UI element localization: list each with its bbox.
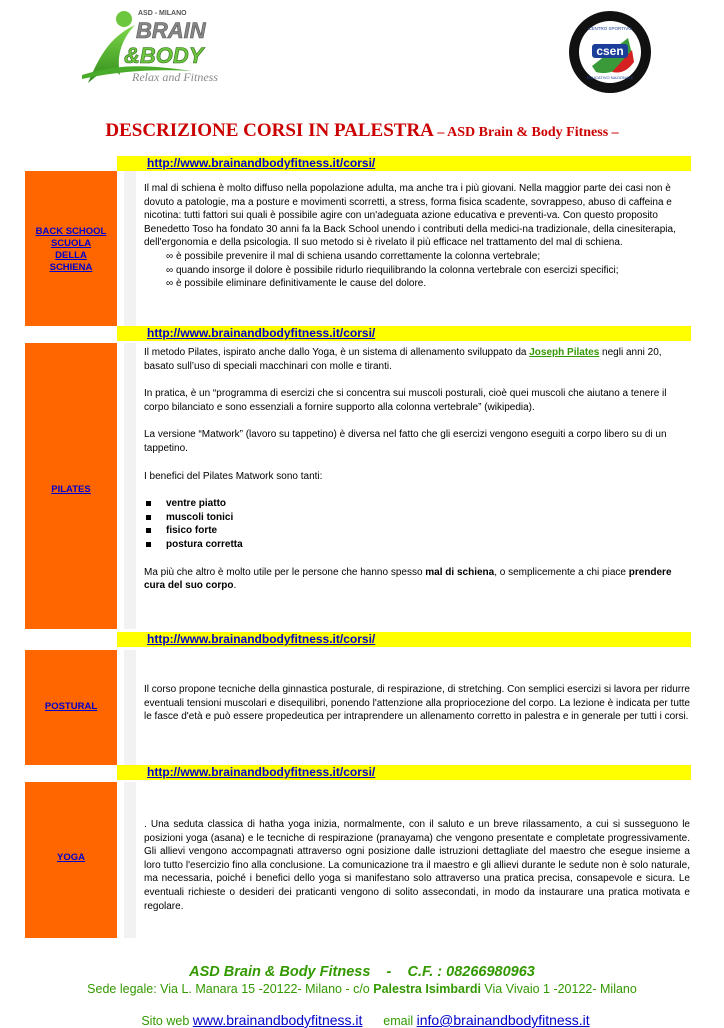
pilates-paragraph-2: In pratica, è un “programma di esercizi che si concentra sui muscoli posturali, cioè quei muscoli che aiutano a tenere il corpo bilanciato e sono essenziali a fornire supporto alla colonna vertebrale” (wikipedia). (144, 388, 667, 413)
pilates-paragraph-5: Ma più che altro è molto utile per le persone che hanno spesso mal di schiena, o semplicemente a chi piace prendere cura del suo corpo. (144, 566, 672, 592)
list-item: postura corretta (144, 538, 690, 552)
back-school-label[interactable]: BACK SCHOOL SCUOLA DELLA SCHIENA (35, 226, 107, 273)
gray-strip (124, 343, 136, 629)
gray-strip (124, 782, 136, 938)
url-bar-postural (117, 632, 691, 647)
gray-strip (124, 650, 136, 765)
spacer (117, 782, 124, 938)
postural-paragraph: Il corso propone tecniche della ginnastica posturale, di respirazione, di stretching. Con semplici esercizi si lavora per ridurre eventuali tensioni muscolari e disequilibri, ponendo l'attenzione alla propriocezione del corpo. La lezione è indicata per tutte le fasce d'età e può essere propedeutica per intraprendere un allenamento corretto in palestra e in generale per tutti i corsi. (144, 684, 690, 723)
csen-seal (568, 10, 652, 94)
svg-text:ASD - MILANO: ASD - MILANO (138, 10, 187, 17)
gray-strip (124, 171, 136, 326)
postural-label[interactable]: POSTURAL (44, 701, 98, 712)
website-link[interactable]: www.brainandbodyfitness.it (192, 1012, 363, 1028)
footer-contacts: Sito web www.brainandbodyfitness.it email info@brainandbodyfitness.it (141, 1012, 590, 1028)
yoga-paragraph: . Una seduta classica di hatha yoga inizia, normalmente, con il saluto e un breve rilassamento, a cui si susseguono le posizioni yoga (asana) e le tecniche di respirazione (pranayama) che vengono presentate e completate progressivamente. Gli allievi vengono accompagnati attraverso ogni posizione dalle istruzioni dettagliate del maestro che esegue insieme a loro tutto l'esercizio fino alla conclusione. La comunicazione tra il maestro e gli allievi durante le sedute non è solo naturale, ma necessaria, poiché i benefici dello yoga si manifestano solo attraverso una pratica precisa, consapevole e sicura. Le eventuali richieste o desideri dei praticanti vengono di solito assecondati, in modo da instaurare una pratica motivata e regolare. (144, 819, 690, 912)
pilates-paragraph-3: La versione “Matwork” (lavoro su tappetino) è diversa nel fatto che gli esercizi vengono eseguiti a corpo libero su di un tappetino. (144, 429, 667, 454)
list-item: ∞ è possibile eliminare definitivamente le cause del dolore. (166, 278, 427, 290)
url-bar-pilates (117, 326, 691, 341)
svg-text:&BODY: &BODY (124, 43, 204, 68)
list-item: fisico forte (144, 524, 690, 538)
svg-text:CENTRO SPORTIVO: CENTRO SPORTIVO (588, 26, 632, 31)
footer-address: Sede legale: Via L. Manara 15 -20122- Milano - c/o Palestra Isimbardi Via Vivaio 1 -20122- Milano (87, 982, 637, 996)
side-label-yoga (25, 782, 117, 938)
joseph-pilates-link[interactable]: Joseph Pilates (529, 347, 600, 358)
list-item: muscoli tonici (144, 511, 690, 525)
svg-text:EDUCATIVO NAZIONALE: EDUCATIVO NAZIONALE (586, 75, 634, 80)
list-item: ∞ è possibile prevenire il mal di schiena usando correttamente la colonna vertebrale; (166, 250, 541, 262)
side-label-pilates (25, 343, 117, 629)
yoga-label[interactable]: YOGA (57, 852, 85, 863)
svg-text:Relax and Fitness: Relax and Fitness (132, 70, 218, 84)
corsi-link[interactable]: http://www.brainandbodyfitness.it/corsi/ (147, 765, 376, 779)
postural-content (144, 683, 690, 724)
back-school-content (144, 182, 690, 291)
footer-association: ASD Brain & Body Fitness - C.F. : 08266980963 (189, 964, 535, 980)
pilates-content (144, 346, 690, 593)
side-label-back-school (25, 171, 117, 326)
spacer (117, 343, 124, 629)
pilates-paragraph-4: I benefici del Pilates Matwork sono tanti: (144, 470, 323, 482)
email-link[interactable]: info@brainandbodyfitness.it (416, 1012, 590, 1028)
url-bar-yoga (117, 765, 691, 780)
spacer (117, 650, 124, 765)
corsi-link[interactable]: http://www.brainandbodyfitness.it/corsi/ (147, 326, 376, 340)
list-item: ventre piatto (144, 497, 690, 511)
yoga-content (144, 818, 690, 913)
svg-text:BRAIN: BRAIN (136, 18, 206, 43)
back-school-paragraph: Il mal di schiena è molto diffuso nella popolazione adulta, ma anche tra i più giovani. Nella maggior parte dei casi non è dovuto a patologie, ma a posture e movimenti scorretti, a stress, forma fisica scadente, sovrappeso, abuso di caffeina e nicotina: tutti fattori sui quali è possibile agire con un'adeguata azione educativa e preventi-va. Con questo proposito Benedetto Toso ha fondato 30 anni fa la Back School unendo i contributi della medici-na tradizionale, della cinesiterapia, dell'ergonomia e della psicologia. Il suo metodo si è rivelato il più efficace nel trattamento del mal di schiena. (144, 183, 676, 249)
svg-text:csen: csen (596, 44, 624, 58)
pilates-label[interactable]: PILATES (51, 484, 91, 495)
brain-body-logo (80, 5, 250, 91)
pilates-paragraph-1: Il metodo Pilates, ispirato anche dallo Yoga, è un sistema di allenamento sviluppato da Joseph Pilates negli anni 20, basato sull’uso di speciali macchinari con molle e tiranti. (144, 347, 662, 372)
corsi-link[interactable]: http://www.brainandbodyfitness.it/corsi/ (147, 632, 376, 646)
url-bar-back-school (117, 156, 691, 171)
list-item: ∞ quando insorge il dolore è possibile ridurlo riequilibrando la colonna vertebrale con esercizi specifici; (166, 264, 619, 276)
page-title: DESCRIZIONE CORSI IN PALESTRA – ASD Brain & Body Fitness – (105, 120, 619, 141)
side-label-postural (25, 650, 117, 765)
corsi-link[interactable]: http://www.brainandbodyfitness.it/corsi/ (147, 156, 376, 170)
spacer (117, 171, 124, 326)
